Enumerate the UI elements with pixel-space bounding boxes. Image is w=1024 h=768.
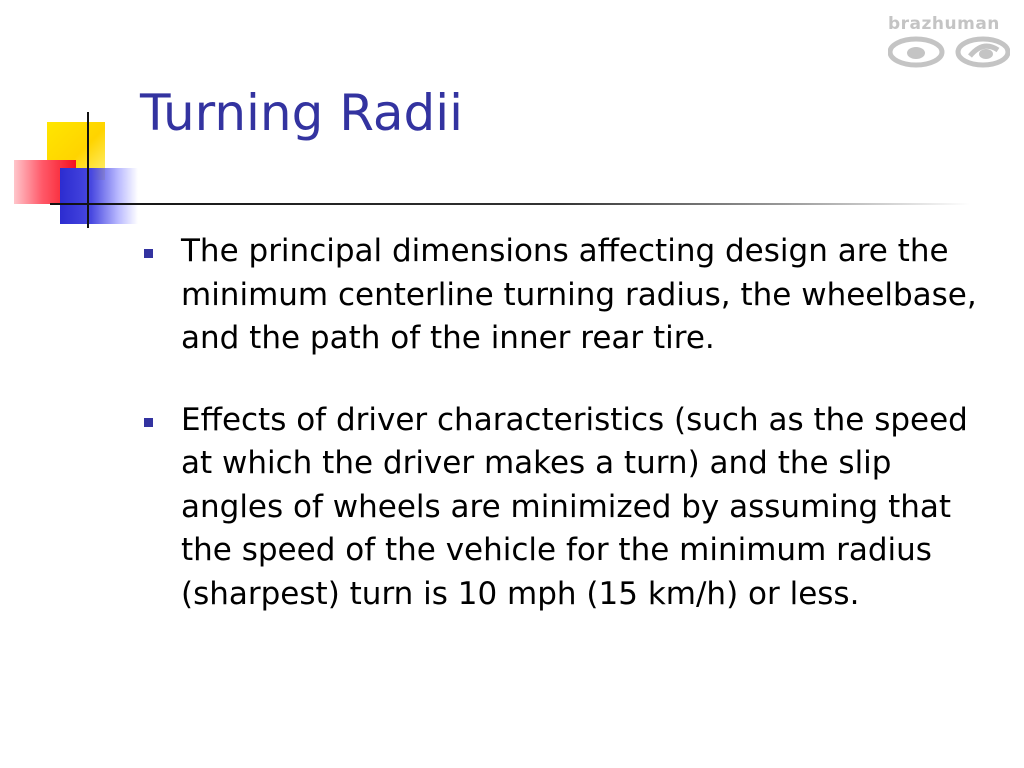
- bullet-item: [144, 230, 994, 361]
- square-bullet-icon: [144, 249, 153, 258]
- title-divider-line: [50, 203, 970, 205]
- bullet-list: [144, 230, 994, 654]
- brand-logo: [884, 14, 1012, 70]
- decorative-blue-square: [60, 168, 138, 224]
- bullet-text: Effects of driver characteristics (such as the speed at which the driver makes a turn) and the slip angles of wheels are minimized by assuming that the speed of the vehicle for the minimum radius (sharpest) turn is 10 mph (15 km/h) or less.: [181, 401, 968, 612]
- logo-text: brazhuman: [888, 14, 1000, 34]
- slide-title: Turning Radii: [140, 84, 464, 142]
- bullet-text: The principal dimensions affecting design are the minimum centerline turning radius, the wheelbase, and the path of the inner rear tire.: [181, 233, 977, 356]
- brazhuman-logo-icon: [888, 36, 1010, 68]
- decorative-vertical-line: [87, 112, 89, 228]
- square-bullet-icon: [144, 418, 153, 427]
- bullet-item: [144, 399, 994, 617]
